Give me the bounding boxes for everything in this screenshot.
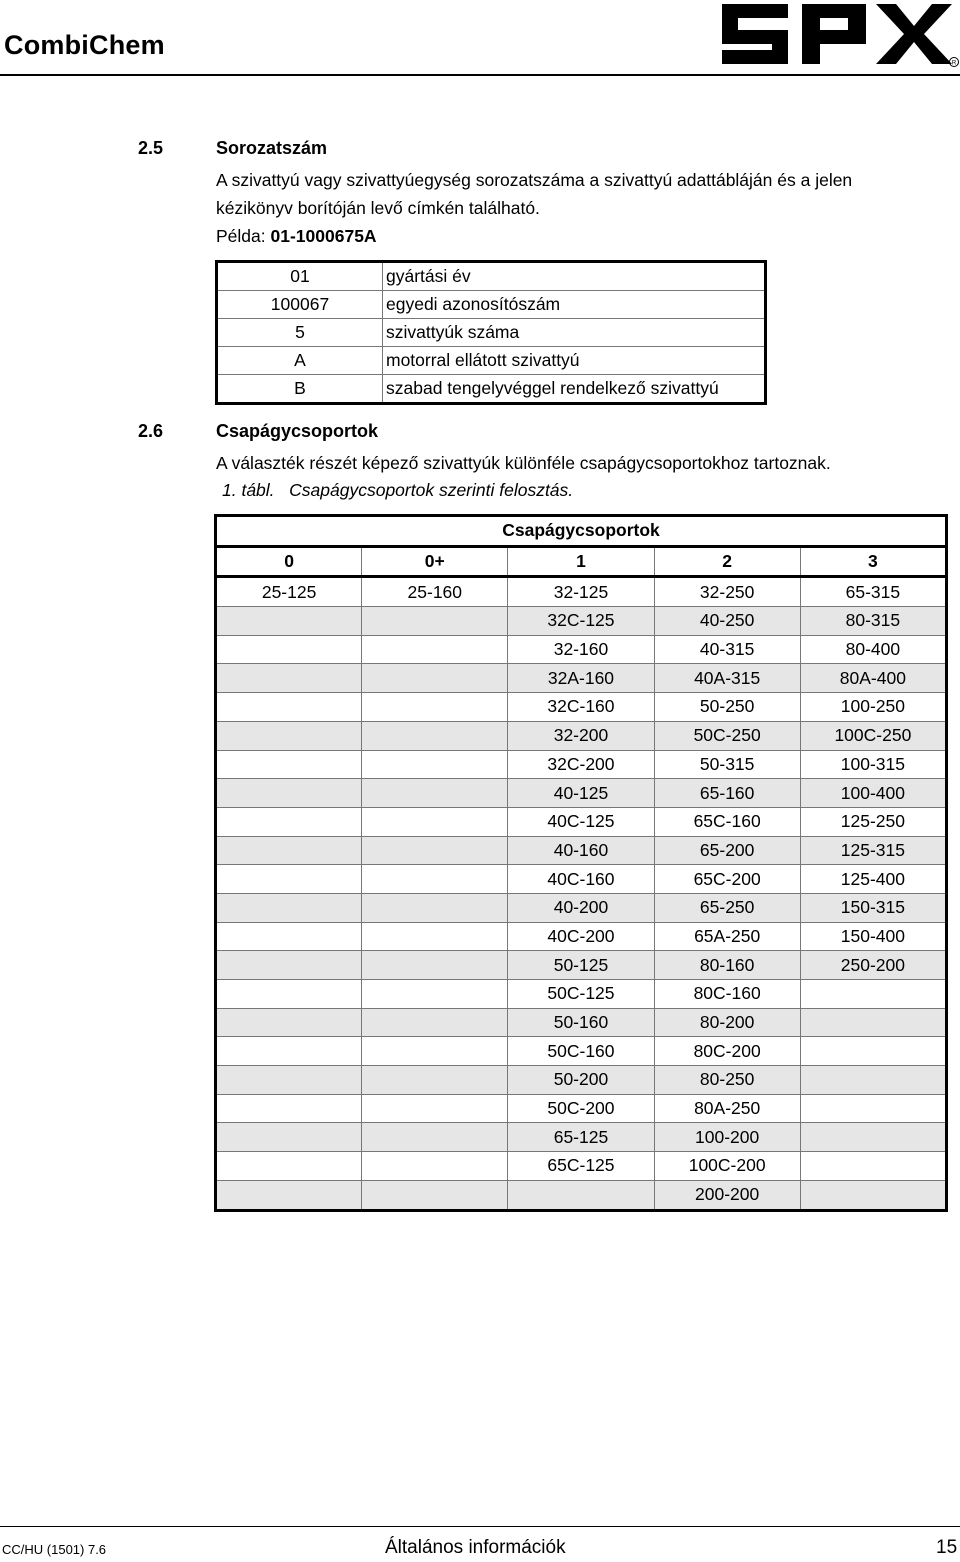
table-cell: 40-125 bbox=[508, 779, 654, 808]
table-row bbox=[216, 980, 947, 1009]
table-cell: 65C-200 bbox=[654, 865, 800, 894]
table-row bbox=[216, 577, 947, 607]
table-cell: 50C-125 bbox=[508, 980, 654, 1009]
serial-code-cell: 5 bbox=[217, 319, 383, 347]
table-cell bbox=[362, 1180, 508, 1210]
table-cell bbox=[800, 1008, 946, 1037]
table-cell bbox=[216, 693, 362, 722]
table-row bbox=[216, 607, 947, 636]
table-row bbox=[216, 807, 947, 836]
paragraph-line: A szivattyú vagy szivattyúegység sorozatszáma a szivattyú adattábláján és a jelen bbox=[216, 170, 853, 190]
serial-table-row bbox=[217, 262, 766, 291]
table-row bbox=[216, 836, 947, 865]
serial-code-cell: 100067 bbox=[217, 291, 383, 319]
table-cell: 32-125 bbox=[508, 577, 654, 607]
table-cell: 32-250 bbox=[654, 577, 800, 607]
table-cell: 50C-250 bbox=[654, 721, 800, 750]
table-cell bbox=[362, 693, 508, 722]
table-cell bbox=[362, 922, 508, 951]
table-cell bbox=[216, 1066, 362, 1095]
serial-meaning-cell: motorral ellátott szivattyú bbox=[383, 347, 766, 375]
table-cell bbox=[216, 1037, 362, 1066]
table-cell bbox=[362, 1008, 508, 1037]
table-cell: 80A-400 bbox=[800, 664, 946, 693]
table-cell: 50-125 bbox=[508, 951, 654, 980]
section-number: 2.5 bbox=[138, 138, 164, 158]
table-cell: 80-200 bbox=[654, 1008, 800, 1037]
table-cell: 150-315 bbox=[800, 893, 946, 922]
serial-meaning-cell: egyedi azonosítószám bbox=[383, 291, 766, 319]
table-row bbox=[216, 693, 947, 722]
serial-meaning-cell: gyártási év bbox=[383, 262, 766, 291]
table-cell: 80C-160 bbox=[654, 980, 800, 1009]
serial-table-row bbox=[217, 291, 766, 319]
table-cell bbox=[216, 836, 362, 865]
table-cell bbox=[362, 980, 508, 1009]
table-cell: 65-125 bbox=[508, 1123, 654, 1152]
footer-section-name: Általános információk bbox=[385, 1537, 566, 1558]
table-cell bbox=[216, 635, 362, 664]
table-cell bbox=[216, 893, 362, 922]
table-cell bbox=[362, 807, 508, 836]
table-cell bbox=[216, 1152, 362, 1181]
table-row bbox=[216, 1152, 947, 1181]
serial-table-row bbox=[217, 319, 766, 347]
table-cell: 50C-200 bbox=[508, 1094, 654, 1123]
table-cell: 25-160 bbox=[362, 577, 508, 607]
column-header: 1 bbox=[508, 546, 654, 577]
table-cell bbox=[800, 980, 946, 1009]
table-cell bbox=[362, 865, 508, 894]
section-title: Csapágycsoportok bbox=[216, 421, 379, 441]
table-cell bbox=[216, 1123, 362, 1152]
table-row bbox=[216, 635, 947, 664]
table-cell bbox=[800, 1123, 946, 1152]
table-cell: 65-315 bbox=[800, 577, 946, 607]
table-cell: 80C-200 bbox=[654, 1037, 800, 1066]
table-cell: 125-315 bbox=[800, 836, 946, 865]
table-cell: 32-200 bbox=[508, 721, 654, 750]
table-cell: 80-250 bbox=[654, 1066, 800, 1095]
table-row bbox=[216, 1008, 947, 1037]
serial-code-cell: 01 bbox=[217, 262, 383, 291]
table-cell bbox=[216, 1094, 362, 1123]
table-cell: 100C-200 bbox=[654, 1152, 800, 1181]
table-row bbox=[216, 1037, 947, 1066]
footer-doc-code: CC/HU (1501) 7.6 bbox=[2, 1542, 107, 1557]
table-caption bbox=[222, 480, 573, 501]
table-cell bbox=[362, 779, 508, 808]
table-row bbox=[216, 893, 947, 922]
table-row bbox=[216, 1180, 947, 1210]
document-title: CombiChem bbox=[4, 30, 165, 60]
table-cell: 40-200 bbox=[508, 893, 654, 922]
example-label: Példa: bbox=[216, 226, 266, 246]
table-cell: 65C-125 bbox=[508, 1152, 654, 1181]
table-title: Csapágycsoportok bbox=[216, 516, 947, 547]
table-cell bbox=[216, 922, 362, 951]
table-cell bbox=[216, 779, 362, 808]
table-cell: 40C-125 bbox=[508, 807, 654, 836]
table-cell: 80-400 bbox=[800, 635, 946, 664]
table-cell bbox=[216, 750, 362, 779]
column-header: 0 bbox=[216, 546, 362, 577]
serial-table-row bbox=[217, 375, 766, 404]
paragraph-line: kézikönyv borítóján levő címkén található. bbox=[216, 198, 540, 218]
table-row bbox=[216, 1094, 947, 1123]
table-cell: 100-315 bbox=[800, 750, 946, 779]
table-row bbox=[216, 750, 947, 779]
table-cell bbox=[800, 1152, 946, 1181]
table-cell: 80-160 bbox=[654, 951, 800, 980]
table-cell bbox=[216, 865, 362, 894]
footer-rule bbox=[0, 1526, 960, 1527]
table-cell: 40-315 bbox=[654, 635, 800, 664]
table-cell bbox=[216, 1180, 362, 1210]
bearing-groups-table bbox=[214, 514, 948, 1212]
table-row bbox=[216, 1123, 947, 1152]
table-cell: 125-400 bbox=[800, 865, 946, 894]
caption-text: Csapágycsoportok szerinti felosztás. bbox=[289, 480, 574, 500]
serial-table-row bbox=[217, 347, 766, 375]
table-cell bbox=[362, 750, 508, 779]
table-cell: 32C-125 bbox=[508, 607, 654, 636]
table-cell: 50-315 bbox=[654, 750, 800, 779]
table-cell: 50-160 bbox=[508, 1008, 654, 1037]
table-cell: 32C-200 bbox=[508, 750, 654, 779]
column-header: 2 bbox=[654, 546, 800, 577]
table-cell bbox=[362, 1037, 508, 1066]
table-cell: 40A-315 bbox=[654, 664, 800, 693]
table-cell: 40C-160 bbox=[508, 865, 654, 894]
table-row bbox=[216, 951, 947, 980]
table-cell: 200-200 bbox=[654, 1180, 800, 1210]
table-cell bbox=[362, 664, 508, 693]
table-cell bbox=[362, 1123, 508, 1152]
column-header: 0+ bbox=[362, 546, 508, 577]
table-cell: 65A-250 bbox=[654, 922, 800, 951]
section-paragraph: A választék részét képező szivattyúk különféle csapágycsoportokhoz tartoznak. bbox=[216, 453, 831, 473]
table-cell bbox=[362, 635, 508, 664]
table-cell: 50-250 bbox=[654, 693, 800, 722]
table-cell: 100C-250 bbox=[800, 721, 946, 750]
table-cell bbox=[216, 664, 362, 693]
serial-number-table bbox=[215, 260, 767, 405]
table-cell bbox=[800, 1180, 946, 1210]
table-row bbox=[216, 664, 947, 693]
table-cell: 100-200 bbox=[654, 1123, 800, 1152]
page-number: 15 bbox=[936, 1537, 958, 1558]
table-cell bbox=[216, 607, 362, 636]
table-cell: 32C-160 bbox=[508, 693, 654, 722]
table-cell bbox=[216, 1008, 362, 1037]
table-cell: 125-250 bbox=[800, 807, 946, 836]
table-cell bbox=[362, 893, 508, 922]
table-row bbox=[216, 1066, 947, 1095]
column-header: 3 bbox=[800, 546, 946, 577]
table-cell: 100-250 bbox=[800, 693, 946, 722]
table-cell: 65C-160 bbox=[654, 807, 800, 836]
table-cell: 50C-160 bbox=[508, 1037, 654, 1066]
table-cell: 65-200 bbox=[654, 836, 800, 865]
section-title: Sorozatszám bbox=[216, 138, 328, 158]
table-cell: 32-160 bbox=[508, 635, 654, 664]
table-cell: 40-160 bbox=[508, 836, 654, 865]
spx-logo bbox=[716, 0, 960, 72]
table-cell: 40C-200 bbox=[508, 922, 654, 951]
table-row bbox=[216, 779, 947, 808]
table-cell bbox=[800, 1094, 946, 1123]
serial-meaning-cell: szabad tengelyvéggel rendelkező szivattyú bbox=[383, 375, 766, 404]
svg-text:R: R bbox=[951, 60, 957, 67]
table-cell bbox=[362, 836, 508, 865]
table-cell: 100-400 bbox=[800, 779, 946, 808]
table-cell: 40-250 bbox=[654, 607, 800, 636]
table-cell: 150-400 bbox=[800, 922, 946, 951]
serial-code-cell: B bbox=[217, 375, 383, 404]
table-cell bbox=[800, 1066, 946, 1095]
example-value: 01-1000675A bbox=[270, 226, 377, 246]
table-cell bbox=[362, 1094, 508, 1123]
section-paragraph bbox=[216, 166, 956, 222]
table-cell bbox=[362, 721, 508, 750]
table-row bbox=[216, 721, 947, 750]
table-cell bbox=[216, 951, 362, 980]
table-cell bbox=[216, 807, 362, 836]
table-row bbox=[216, 922, 947, 951]
table-row bbox=[216, 865, 947, 894]
table-cell bbox=[216, 980, 362, 1009]
table-cell bbox=[216, 721, 362, 750]
table-cell: 50-200 bbox=[508, 1066, 654, 1095]
section-number: 2.6 bbox=[138, 421, 164, 441]
table-cell: 65-250 bbox=[654, 893, 800, 922]
table-cell bbox=[362, 1066, 508, 1095]
table-cell: 25-125 bbox=[261, 581, 317, 602]
serial-code-cell: A bbox=[217, 347, 383, 375]
table-cell bbox=[362, 607, 508, 636]
serial-meaning-cell: szivattyúk száma bbox=[383, 319, 766, 347]
table-cell bbox=[362, 1152, 508, 1181]
table-cell bbox=[800, 1037, 946, 1066]
serial-example bbox=[216, 226, 377, 247]
header-rule bbox=[0, 74, 960, 76]
table-cell: 65-160 bbox=[654, 779, 800, 808]
caption-number: 1. tábl. bbox=[222, 480, 275, 500]
table-cell: 32A-160 bbox=[508, 664, 654, 693]
table-cell bbox=[362, 951, 508, 980]
table-cell: 250-200 bbox=[800, 951, 946, 980]
table-cell: 80-315 bbox=[800, 607, 946, 636]
table-cell bbox=[508, 1180, 654, 1210]
table-cell: 80A-250 bbox=[654, 1094, 800, 1123]
